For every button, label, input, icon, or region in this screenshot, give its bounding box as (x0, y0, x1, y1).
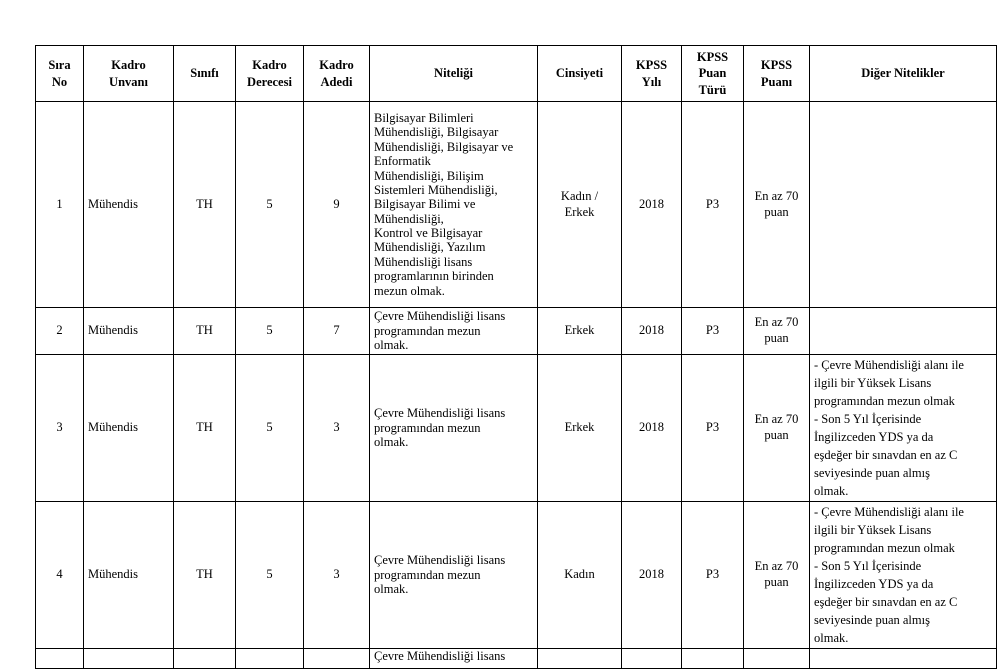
cell-empty (810, 649, 997, 669)
cell-unvan: Mühendis (84, 308, 174, 355)
table-row-partial (36, 649, 997, 669)
table-row (36, 355, 997, 502)
cell-empty (174, 649, 236, 669)
table-row (36, 308, 997, 355)
cell-cinsiyet: Erkek (538, 308, 622, 355)
cell-empty (682, 649, 744, 669)
cell-empty (84, 649, 174, 669)
table-row (36, 502, 997, 649)
cell-derece: 5 (236, 308, 304, 355)
cell-adet: 9 (304, 102, 370, 308)
cell-puan: En az 70 puan (744, 502, 810, 649)
header-kadro-adedi: Kadro Adedi (304, 46, 370, 102)
cell-sira: 2 (36, 308, 84, 355)
cell-puan-turu: P3 (682, 308, 744, 355)
cell-diger: - Çevre Mühendisliği alanı ile ilgili bir Yüksek Lisans programından mezun olmak - Son 5 Yıl İçerisinde İngilizceden YDS ya da eşdeğer bir sınavdan en az C seviyesinde puan almış olmak. (810, 355, 997, 502)
cell-cinsiyet: Erkek (538, 355, 622, 502)
cell-empty (622, 649, 682, 669)
cell-diger: - Çevre Mühendisliği alanı ile ilgili bir Yüksek Lisans programından mezun olmak - Son 5 Yıl İçerisinde İngilizceden YDS ya da eşdeğer bir sınavdan en az C seviyesinde puan almış olmak. (810, 502, 997, 649)
cell-empty (304, 649, 370, 669)
cell-adet: 3 (304, 502, 370, 649)
kadro-table (35, 45, 997, 669)
cell-diger (810, 102, 997, 308)
cell-puan: En az 70 puan (744, 355, 810, 502)
header-kadro-unvani: Kadro Unvanı (84, 46, 174, 102)
header-sira-no: Sıra No (36, 46, 84, 102)
cell-sinif: TH (174, 355, 236, 502)
cell-empty (538, 649, 622, 669)
cell-nitelik-partial: Çevre Mühendisliği lisans (370, 649, 538, 669)
cell-sira: 1 (36, 102, 84, 308)
cell-cinsiyet: Kadın (538, 502, 622, 649)
header-niteligi: Niteliği (370, 46, 538, 102)
cell-empty (744, 649, 810, 669)
cell-puan: En az 70 puan (744, 308, 810, 355)
cell-nitelik: Çevre Mühendisliği lisans programından mezun olmak. (370, 308, 538, 355)
header-kadro-derecesi: Kadro Derecesi (236, 46, 304, 102)
cell-yil: 2018 (622, 502, 682, 649)
cell-unvan: Mühendis (84, 355, 174, 502)
cell-empty (236, 649, 304, 669)
cell-puan-turu: P3 (682, 502, 744, 649)
cell-cinsiyet: Kadın / Erkek (538, 102, 622, 308)
cell-nitelik: Çevre Mühendisliği lisans programından mezun olmak. (370, 355, 538, 502)
cell-nitelik: Çevre Mühendisliği lisans programından mezun olmak. (370, 502, 538, 649)
cell-sinif: TH (174, 102, 236, 308)
cell-derece: 5 (236, 502, 304, 649)
cell-yil: 2018 (622, 355, 682, 502)
cell-adet: 7 (304, 308, 370, 355)
table-header-row (36, 46, 997, 102)
header-kpss-puani: KPSS Puanı (744, 46, 810, 102)
cell-sinif: TH (174, 308, 236, 355)
cell-puan: En az 70 puan (744, 102, 810, 308)
header-diger-nitelikler: Diğer Nitelikler (810, 46, 997, 102)
header-kpss-yili: KPSS Yılı (622, 46, 682, 102)
cell-diger (810, 308, 997, 355)
cell-adet: 3 (304, 355, 370, 502)
cell-nitelik: Bilgisayar Bilimleri Mühendisliği, Bilgisayar Mühendisliği, Bilgisayar ve Enformatik Mühendisliği, Bilişim Sistemleri Mühendisliği, Bilgisayar Bilimi ve Mühendisliği, Kontrol ve Bilgisayar Mühendisliği, Yazılım Mühendisliği lisans programlarının birinden mezun olmak. (370, 102, 538, 308)
cell-puan-turu: P3 (682, 102, 744, 308)
cell-sinif: TH (174, 502, 236, 649)
header-sinifi: Sınıfı (174, 46, 236, 102)
cell-puan-turu: P3 (682, 355, 744, 502)
cell-sira: 3 (36, 355, 84, 502)
cell-sira: 4 (36, 502, 84, 649)
cell-unvan: Mühendis (84, 102, 174, 308)
cell-derece: 5 (236, 102, 304, 308)
cell-unvan: Mühendis (84, 502, 174, 649)
table-row (36, 102, 997, 308)
header-kpss-puan-turu: KPSS Puan Türü (682, 46, 744, 102)
cell-yil: 2018 (622, 308, 682, 355)
header-cinsiyeti: Cinsiyeti (538, 46, 622, 102)
cell-derece: 5 (236, 355, 304, 502)
cell-empty (36, 649, 84, 669)
cell-yil: 2018 (622, 102, 682, 308)
